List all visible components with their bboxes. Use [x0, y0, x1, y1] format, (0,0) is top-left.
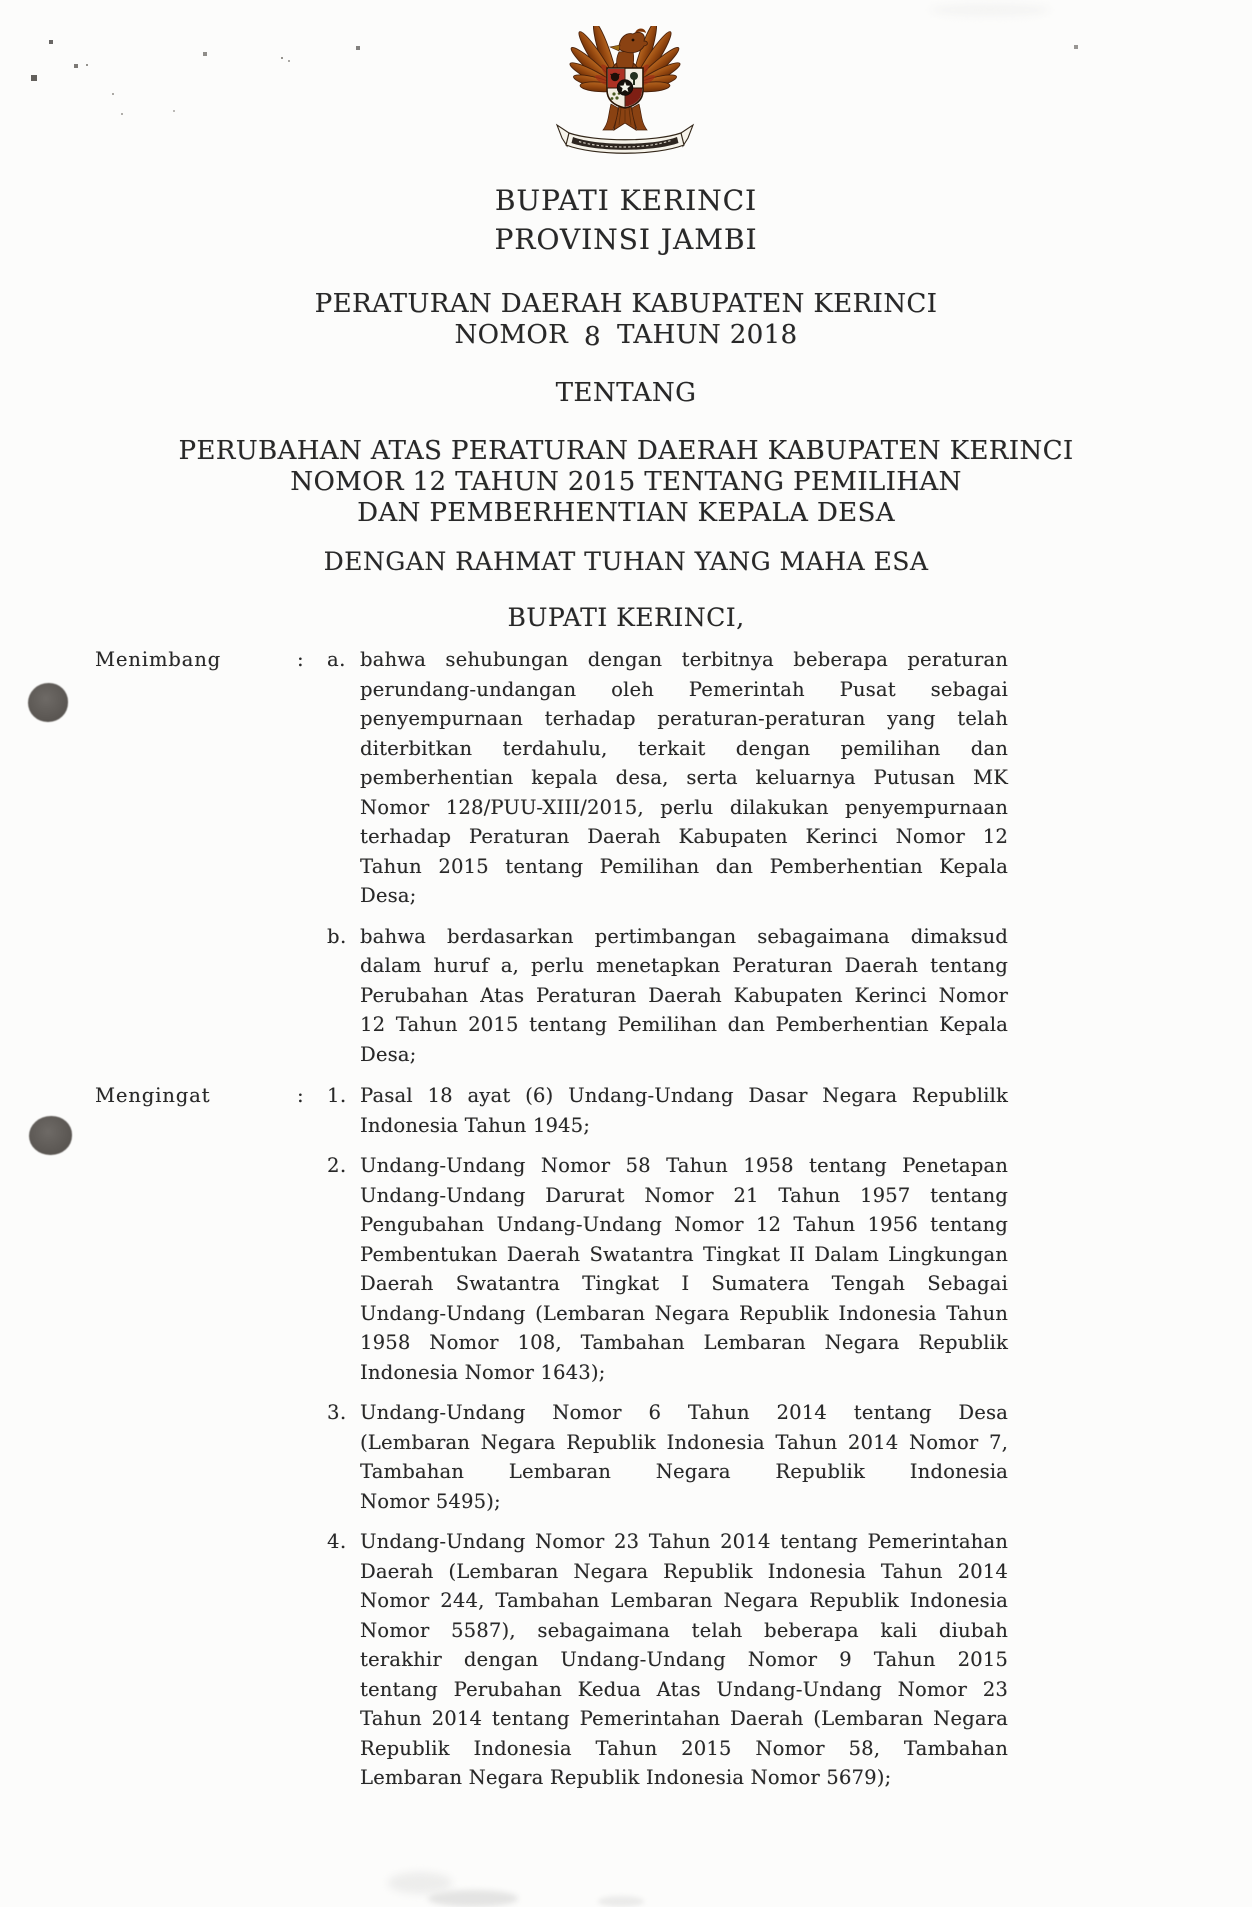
- text-line: Undang-Undang Nomor 58 Tahun 1958 tentang Penetapan: [360, 1154, 1008, 1177]
- section-colon: :: [297, 648, 304, 671]
- garuda-pancasila-emblem: [549, 26, 701, 173]
- item-text: [360, 1081, 1008, 1140]
- text-line: Pasal 18 ayat (6) Undang-Undang Dasar Negara Republilk: [360, 1084, 1008, 1107]
- text-line: Pengubahan Undang-Undang Nomor 12 Tahun 1956 tentang: [360, 1213, 1008, 1236]
- text-line: Undang-Undang Darurat Nomor 21 Tahun 1957 tentang: [360, 1183, 1008, 1207]
- garuda-emblem-svg: [549, 26, 701, 173]
- text-line: Daerah Swatantra Tingkat I Sumatera Tengah Sebagai: [360, 1272, 1008, 1295]
- text-line: tentang Perubahan Kedua Atas Undang-Undang Nomor 23: [360, 1677, 1008, 1701]
- scan-smudge: [598, 1896, 644, 1907]
- considering-item: [95, 922, 1020, 1070]
- invocation-line: DENGAN RAHMAT TUHAN YANG MAHA ESA: [323, 547, 929, 576]
- text-line: bahwa sehubungan dengan terbitnya beberapa peraturan: [360, 648, 1008, 671]
- section-label: Menimbang: [95, 648, 222, 671]
- nomor-prefix: NOMOR: [454, 320, 569, 350]
- scan-smudge: [428, 1890, 518, 1907]
- letterhead-line1: BUPATI KERINCI: [494, 184, 758, 217]
- subject-line: PERUBAHAN ATAS PERATURAN DAERAH KABUPATEN KERINCI: [178, 436, 1074, 466]
- legal-basis-item: [95, 1527, 1020, 1793]
- subject-line: DAN PEMBERHENTIAN KEPALA DESA: [357, 498, 895, 528]
- text-line: terakhir dengan Undang-Undang Nomor 9 Tahun 2015: [360, 1648, 1008, 1671]
- section-label: Mengingat: [95, 1084, 211, 1107]
- legal-basis-item: [95, 1398, 1020, 1516]
- text-line: Lembaran Negara Republik Indonesia Nomor 5679);: [360, 1766, 892, 1789]
- text-line: Nomor 128/PUU-XIII/2015, perlu dilakukan penyempurnaan: [360, 795, 1008, 819]
- letterhead-line2: PROVINSI JAMBI: [494, 223, 758, 256]
- issuer-line: BUPATI KERINCI,: [507, 603, 745, 632]
- legal-basis-item: [95, 1081, 1020, 1140]
- tentang-label: TENTANG: [555, 378, 697, 408]
- item-text: [360, 1527, 1008, 1793]
- text-line: Indonesia Tahun 1945;: [360, 1113, 591, 1137]
- text-line: 1958 Nomor 108, Tambahan Lembaran Negara Republik: [360, 1331, 1008, 1354]
- text-line: pemberhentian kepala desa, serta keluarnya Putusan MK: [360, 766, 1008, 789]
- text-line: Republik Indonesia Tahun 2015 Nomor 58, Tambahan: [360, 1736, 1008, 1760]
- punch-hole-mark: [28, 683, 68, 722]
- text-line: Tahun 2014 tentang Pemerintahan Daerah (Lembaran Negara: [360, 1707, 1008, 1730]
- item-marker: 1.: [327, 1084, 347, 1107]
- item-text: [360, 1151, 1008, 1387]
- nomor-value: 8: [583, 321, 602, 353]
- text-line: Undang-Undang Nomor 6 Tahun 2014 tentang Desa: [360, 1401, 1008, 1424]
- regulation-subject: [0, 436, 1252, 529]
- text-line: (Lembaran Negara Republik Indonesia Tahun 2014 Nomor 7,: [360, 1430, 1008, 1454]
- text-line: Undang-Undang Nomor 23 Tahun 2014 tentang Pemerintahan: [360, 1530, 1008, 1553]
- regulation-title: [0, 289, 1252, 351]
- text-line: Nomor 244, Tambahan Lembaran Negara Republik Indonesia: [360, 1589, 1008, 1612]
- legal-basis-item: [95, 1151, 1020, 1387]
- scan-smudge: [388, 1872, 452, 1894]
- regulation-number-line: [0, 320, 1252, 351]
- item-text: [360, 645, 1008, 911]
- legal-basis-section: [95, 1081, 1020, 1804]
- scan-smudge: [930, 4, 1050, 16]
- nomor-suffix: TAHUN 2018: [617, 320, 798, 350]
- text-line: dalam huruf a, perlu menetapkan Peraturan Daerah tentang: [360, 954, 1008, 977]
- text-line: Tambahan Lembaran Negara Republik Indonesia: [360, 1460, 1008, 1483]
- text-line: Desa;: [360, 884, 417, 907]
- text-line: penyempurnaan terhadap peraturan-peraturan yang telah: [360, 707, 1008, 730]
- item-marker: 4.: [327, 1530, 347, 1553]
- text-line: Indonesia Nomor 1643);: [360, 1360, 606, 1384]
- text-line: Nomor 5587), sebagaimana telah beberapa kali diubah: [360, 1618, 1008, 1642]
- text-line: Nomor 5495);: [360, 1489, 501, 1513]
- text-line: Tahun 2015 tentang Pemilihan dan Pemberhentian Kepala: [360, 854, 1008, 878]
- text-line: Desa;: [360, 1042, 417, 1066]
- text-line: terhadap Peraturan Daerah Kabupaten Kerinci Nomor 12: [360, 825, 1008, 848]
- item-text: [360, 1398, 1008, 1516]
- section-colon: :: [297, 1084, 304, 1107]
- item-text: [360, 922, 1008, 1070]
- text-line: 12 Tahun 2015 tentang Pemilihan dan Pemberhentian Kepala: [360, 1013, 1008, 1036]
- text-line: Daerah (Lembaran Negara Republik Indonesia Tahun 2014: [360, 1559, 1008, 1583]
- considering-section: [95, 645, 1020, 1080]
- considering-item: [95, 645, 1020, 911]
- text-line: bahwa berdasarkan pertimbangan sebagaimana dimaksud: [360, 924, 1008, 948]
- subject-line: NOMOR 12 TAHUN 2015 TENTANG PEMILIHAN: [290, 467, 962, 497]
- text-line: Perubahan Atas Peraturan Daerah Kabupaten Kerinci Nomor: [360, 983, 1008, 1007]
- item-marker: b.: [327, 924, 347, 948]
- punch-hole-mark: [29, 1116, 72, 1155]
- regulation-title-line1: PERATURAN DAERAH KABUPATEN KERINCI: [314, 289, 938, 319]
- item-marker: 2.: [327, 1154, 347, 1177]
- text-line: diterbitkan terdahulu, terkait dengan pemilihan dan: [360, 736, 1008, 760]
- scan-specks: [0, 0, 2, 2]
- item-marker: a.: [327, 648, 346, 671]
- item-marker: 3.: [327, 1401, 347, 1424]
- letterhead: [0, 181, 1252, 259]
- text-line: Undang-Undang (Lembaran Negara Republik Indonesia Tahun: [360, 1301, 1008, 1325]
- text-line: perundang-undangan oleh Pemerintah Pusat sebagai: [360, 677, 1008, 701]
- text-line: Pembentukan Daerah Swatantra Tingkat II Dalam Lingkungan: [360, 1242, 1008, 1266]
